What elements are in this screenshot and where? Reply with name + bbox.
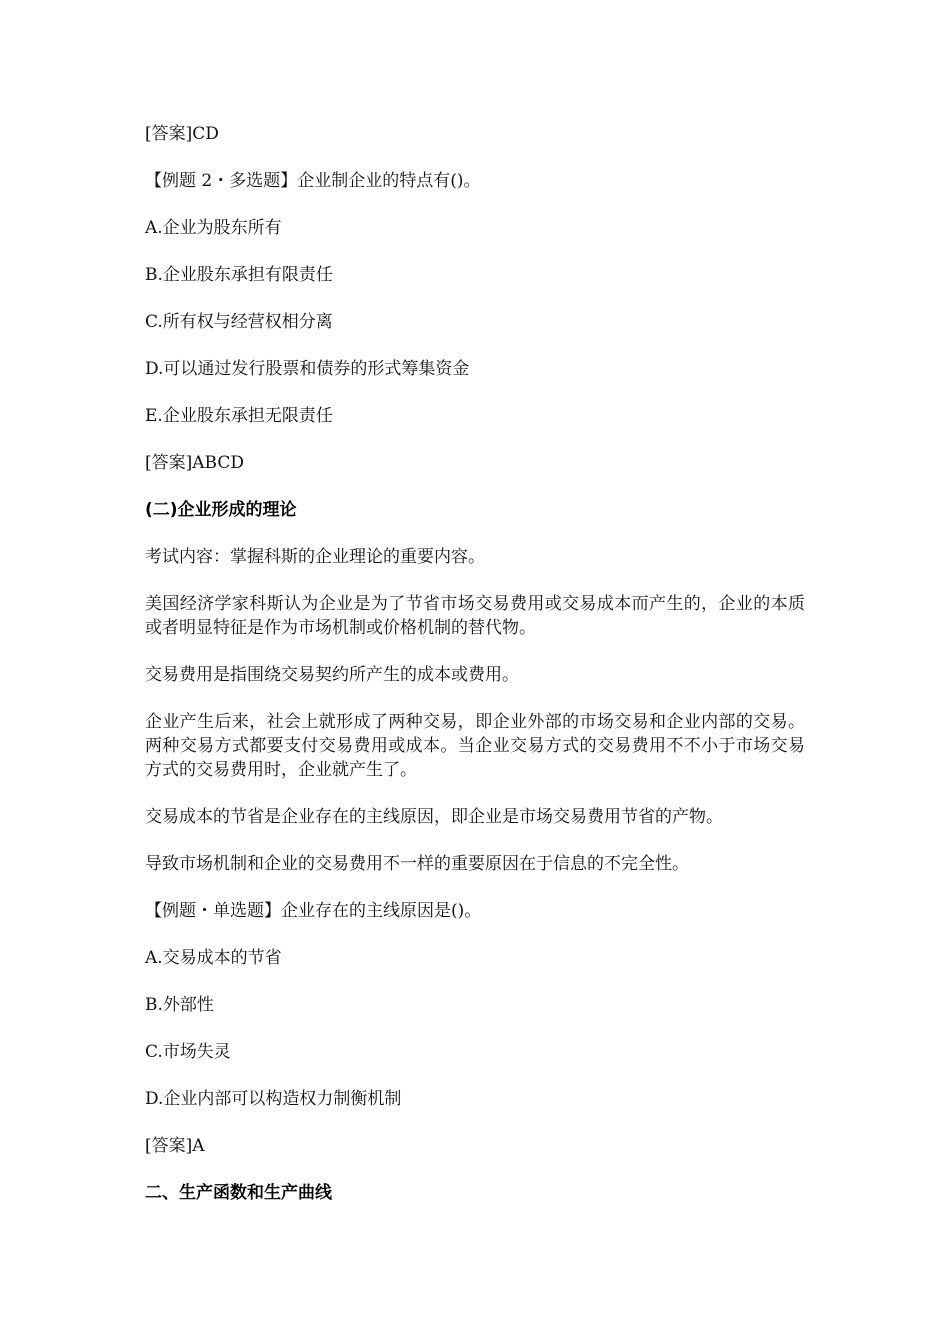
body-paragraph: 交易成本的节省是企业存在的主线原因，即企业是市场交易费用节省的产物。: [145, 807, 723, 827]
body-paragraph: 美国经济学家科斯认为企业是为了节省市场交易费用或交易成本而产生的，企业的本质或者明显特征是作为市场机制或价格机制的替代物。: [145, 594, 805, 638]
example-question: 【例题 2・多选题】企业制企业的特点有()。: [145, 171, 481, 191]
exam-content: 考试内容：掌握科斯的企业理论的重要内容。: [145, 547, 485, 567]
example-question: 【例题・单选题】企业存在的主线原因是()。: [145, 901, 482, 921]
option-b: B.外部性: [145, 995, 214, 1015]
answer-line: [答案]A: [145, 1136, 205, 1156]
option-d: D.可以通过发行股票和债券的形式筹集资金: [145, 359, 470, 379]
answer-line: [答案]ABCD: [145, 453, 244, 473]
option-e: E.企业股东承担无限责任: [145, 406, 333, 426]
body-paragraph: 交易费用是指围绕交易契约所产生的成本或费用。: [145, 665, 519, 685]
document-body: [145, 122, 805, 1228]
option-b: B.企业股东承担有限责任: [145, 265, 333, 285]
body-paragraph: 企业产生后来，社会上就形成了两种交易，即企业外部的市场交易和企业内部的交易。两种交易方式都要支付交易费用或成本。当企业交易方式的交易费用不不小于市场交易方式的交易费用时，企业就产生了。: [145, 712, 805, 780]
option-d: D.企业内部可以构造权力制衡机制: [145, 1089, 402, 1109]
option-a: A.企业为股东所有: [145, 218, 282, 238]
option-c: C.市场失灵: [145, 1042, 231, 1062]
option-a: A.交易成本的节省: [145, 948, 282, 968]
section-heading: 二、生产函数和生产曲线: [145, 1183, 332, 1203]
section-heading: (二)企业形成的理论: [145, 500, 297, 520]
answer-line: [答案]CD: [145, 124, 219, 144]
option-c: C.所有权与经营权相分离: [145, 312, 333, 332]
body-paragraph: 导致市场机制和企业的交易费用不一样的重要原因在于信息的不完全性。: [145, 854, 689, 874]
